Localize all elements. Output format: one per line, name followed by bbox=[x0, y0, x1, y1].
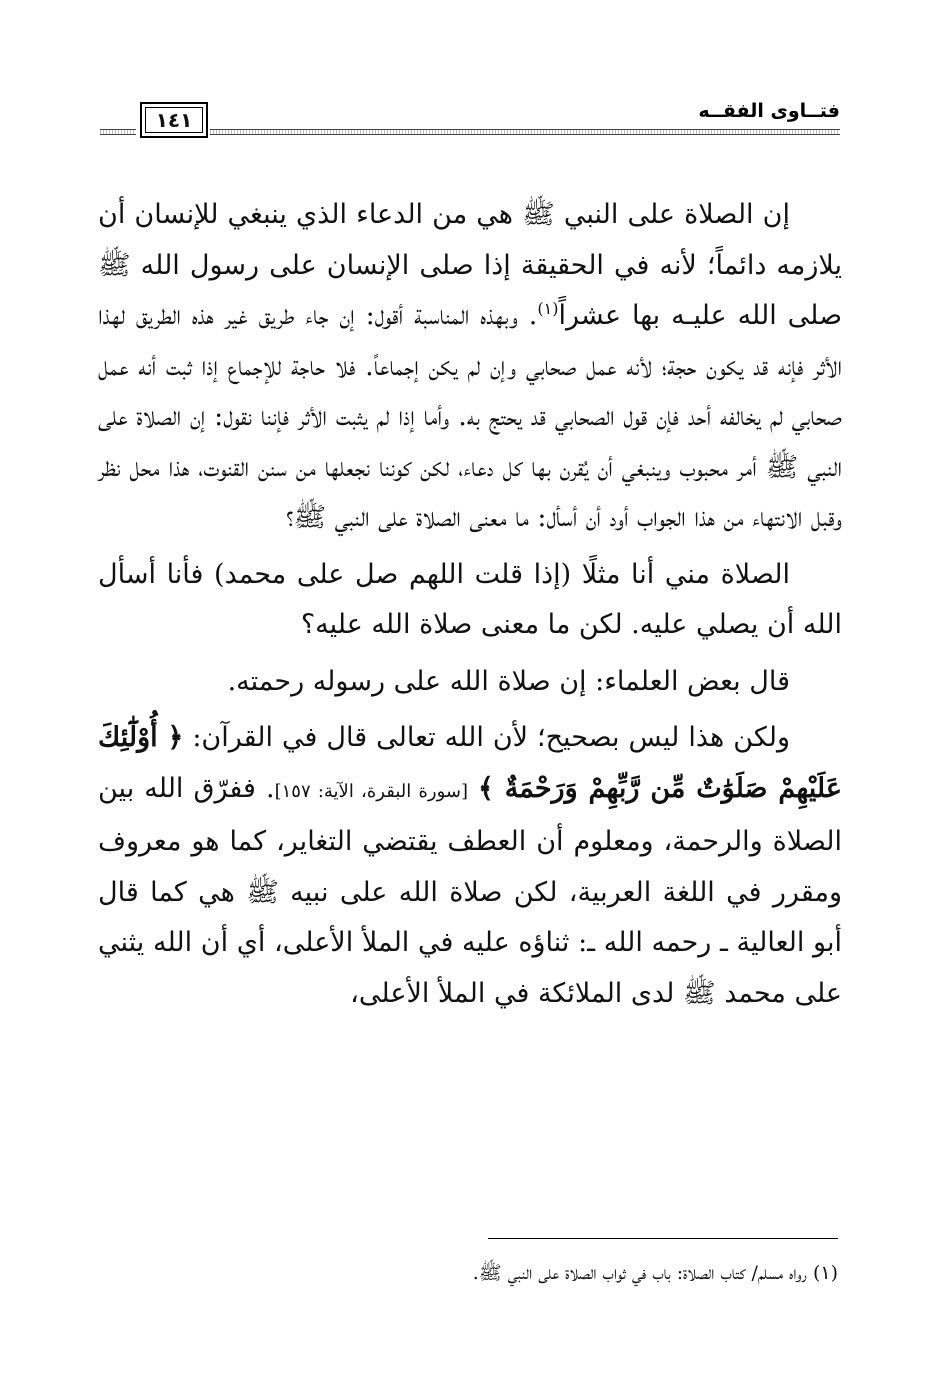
running-header bbox=[100, 96, 840, 142]
verse-reference: [سورة البقرة، الآية: ١٥٧] bbox=[274, 780, 468, 802]
quran-verse: ﴿ أُوْلَٰٓئِكَ عَلَيْهِمْ صَلَوَٰتٌ مِّن رَّبِّهِمْ وَرَحْمَةٌ ﴾ bbox=[98, 722, 842, 804]
paragraph-4-rest: . ففرّق الله بين الصلاة والرحمة، ومعلوم أن العطف يقتضي التغاير، كما هو معروف ومقرر في اللغة العربية، لكن صلاة الله على نبيه ﷺ هي كما قال أبو العالية ـ رحمه الله ـ: ثناؤه عليه في الملأ الأعلى، أي أن الله يثني على محمد ﷺ لدى الملائكة في الملأ الأعلى، bbox=[98, 772, 842, 1009]
header-rule bbox=[210, 129, 840, 135]
main-text bbox=[98, 190, 842, 1019]
page-number: ١٤١ bbox=[140, 102, 208, 138]
footnote: (١) رواه مسلم/ كتاب الصلاة: باب في ثواب الصلاة على النبي ﷺ. bbox=[472, 1262, 838, 1284]
book-title: فتــاوى الفقــه bbox=[698, 100, 840, 122]
paragraph-1-continuation: . وبهذه المناسبة أقول: إن جاء طريق غير هذه الطريق لهذا الأثر فإنه قد يكون حجة؛ لأنه عمل صحابي وإن لم يكن إجماعاً. فلا حاجة للإجماع إذا ثبت أنه عمل صحابي لم يخالفه أحد فإن قول الصحابي قد يحتج به. وأما إذا لم يثبت الأثر فإننا نقول: إن الصلاة على النبي ﷺ أمر محبوب وينبغي أن يُقرن بها كل دعاء، لكن كوننا نجعلها من سنن القنوت، هذا محل نظر وقبل الانتهاء من هذا الجواب أود أن أسأل: ما معنى الصلاة على النبي ﷺ؟ bbox=[98, 300, 842, 533]
paragraph-2: الصلاة مني أنا مثلًا (إذا قلت اللهم صل على محمد) فأنا أسأل الله أن يصلي عليه. لكن ما معنى صلاة الله عليه؟ bbox=[98, 558, 842, 640]
footnote-marker[interactable]: (١) bbox=[537, 299, 559, 318]
paragraph-3: قال بعض العلماء: إن صلاة الله على رسوله رحمته. bbox=[227, 665, 790, 697]
paragraph-4-intro: ولكن هذا ليس بصحيح؛ لأن الله تعالى قال في القرآن: bbox=[192, 722, 790, 753]
paragraph-4 bbox=[98, 713, 842, 1019]
paragraph-1 bbox=[98, 190, 842, 544]
header-rule-left bbox=[100, 129, 136, 135]
footnote-separator bbox=[488, 1238, 838, 1239]
paragraph-1-text: إن الصلاة على النبي ﷺ هي من الدعاء الذي ينبغي للإنسان أن يلازمه دائماً؛ لأنه في الحقيقة إذا صلى الإنسان على رسول الله ﷺ صلى الله عليـه بها عشراً bbox=[98, 199, 842, 331]
